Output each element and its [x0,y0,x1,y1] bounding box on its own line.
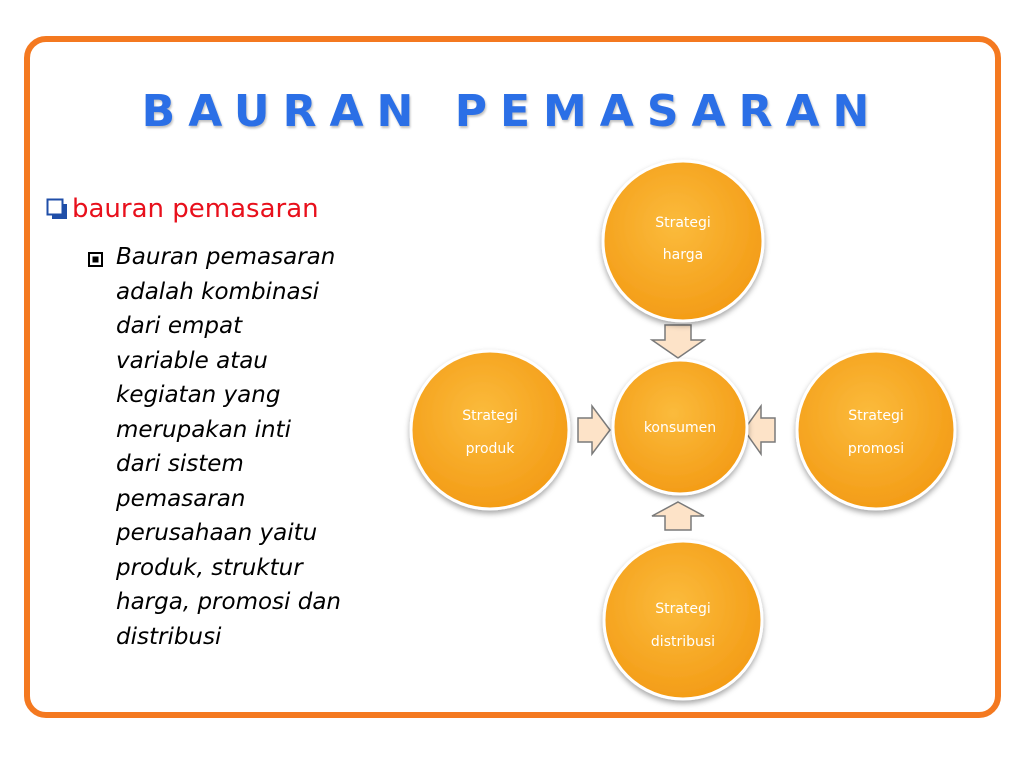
text-line: kegiatan yang [116,382,281,408]
text-line: pemasaran [116,485,246,512]
text-line: Bauran pemasaran [116,244,336,270]
arrow-down-icon [652,325,704,358]
text-line: perusahaan yaitu [116,520,318,546]
text-line: dari empat [116,313,243,339]
node-strategi-harga [603,161,763,321]
node-harga-line2: harga [662,247,704,263]
node-strategi-distribusi [604,541,762,699]
arrow-left-icon [744,406,775,454]
text-line: harga, promosi dan [116,589,342,615]
slide-title: BAURAN PEMASARAN [141,86,883,137]
text-line: produk, struktur [116,554,303,581]
text-line: dari sistem [116,451,244,477]
node-strategi-promosi [797,351,955,509]
arrow-right-icon [578,406,610,454]
node-strategi-produk [411,351,569,509]
arrow-up-icon [652,502,704,530]
text-line: variable atau [116,347,268,374]
node-konsumen-label: konsumen [643,420,717,436]
node-promosi-line2: promosi [847,441,905,457]
node-harga-line1: Strategi [655,215,711,231]
text-line: distribusi [116,623,222,650]
node-produk-line2: produk [465,441,515,457]
text-line: adalah kombinasi [116,278,319,305]
node-distribusi-line2: distribusi [650,634,716,650]
node-distribusi-line1: Strategi [655,601,711,617]
text-line: merupakan inti [116,416,291,443]
bullet-level1-text: bauran pemasaran [72,194,319,224]
node-konsumen [613,360,747,494]
node-produk-line1: Strategi [462,408,518,424]
node-promosi-line1: Strategi [848,408,904,424]
